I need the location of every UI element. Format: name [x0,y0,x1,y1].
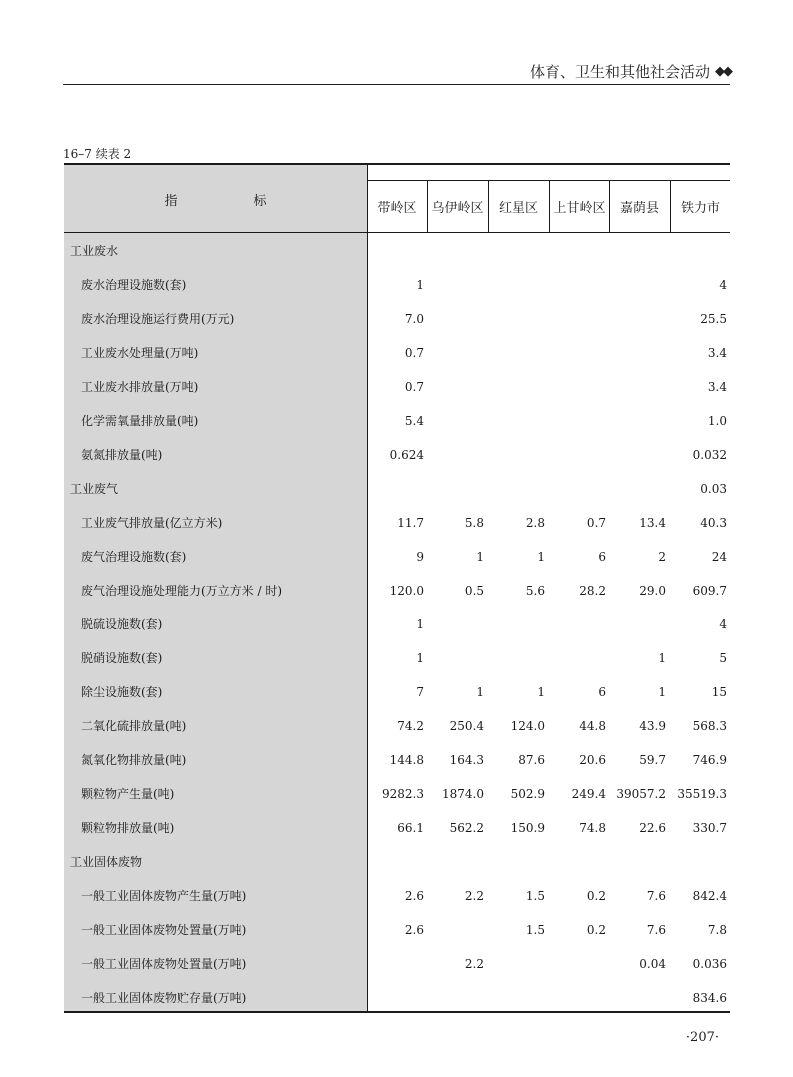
row-label: 废水治理设施数(套) [81,277,187,292]
table-cell [610,981,666,1015]
table-cell: 39057.2 [616,787,666,802]
table-cell [489,981,545,1015]
column-header: 嘉荫县 [609,181,669,232]
row-label: 工业废水排放量(万吨) [81,379,199,394]
table-cell: 0.624 [389,447,424,462]
table-cell: 1 [416,277,424,292]
indicator-header-char-1: 指 [164,194,178,209]
table-cell: 1 [658,651,666,666]
table-cell: 13.4 [639,515,666,530]
row-label: 工业废水处理量(万吨) [81,345,199,360]
table-cell: 6 [598,549,606,564]
table-cell: 250.4 [449,719,484,734]
row-label: 颗粒物产生量(吨) [81,787,175,802]
table-cell: 1 [537,549,545,564]
table-cell: 29.0 [639,583,666,598]
table-cell [428,268,484,302]
row-label: 脱硫设施数(套) [81,617,163,632]
statistics-table [64,163,730,1013]
table-row [64,404,730,438]
table-row [64,709,730,743]
row-label: 一般工业固体废物处置量(万吨) [81,923,247,937]
table-cell [550,404,606,438]
table-cell [428,370,484,404]
table-cell [368,947,424,981]
table-cell [610,472,666,506]
table-row [64,540,730,574]
row-label: 化学需氧量排放量(吨) [81,413,199,428]
table-cell: 120.0 [389,583,424,598]
column-header: 带岭区 [377,201,417,216]
table-row [64,302,730,336]
table-cell [671,845,727,879]
table-row [64,913,730,947]
table-row [64,234,730,268]
table-cell: 9 [416,549,424,564]
row-label: 废气治理设施处理能力(万立方米 / 时) [81,583,283,598]
table-cell: 35519.3 [677,787,727,802]
table-cell: 87.6 [518,753,545,768]
row-label: 一般工业固体废物处置量(万吨) [81,956,247,971]
row-label: 氮氧化物排放量(吨) [81,753,187,768]
column-header: 上甘岭区 [549,181,609,232]
table-cell: 144.8 [389,753,424,768]
row-label: 二氧化硫排放量(吨) [81,719,187,734]
row-label: 废水治理设施运行费用(万元) [81,311,235,326]
table-cell: 7.0 [404,311,424,326]
table-cell: 9282.3 [382,787,424,802]
table-cell [428,913,484,947]
indicator-header-char-2: 标 [253,194,267,209]
table-cell [489,947,545,981]
diamond-marker-icon: ◆◆ [715,64,731,79]
table-cell: 7.6 [646,923,666,937]
table-cell [550,845,606,879]
table-row [64,574,730,608]
table-cell: 7.8 [707,923,727,937]
table-cell: 7 [416,685,424,700]
table-cell: 24 [711,549,727,564]
table-cell [610,607,666,641]
table-row [64,981,730,1015]
row-label: 脱硝设施数(套) [81,651,163,666]
table-cell: 66.1 [397,821,424,836]
table-cell: 1 [476,685,484,700]
row-label: 废气治理设施数(套) [81,549,187,564]
column-header: 铁力市 [670,181,730,232]
table-cell: 834.6 [692,990,727,1005]
table-cell: 3.4 [707,379,727,394]
table-cell: 43.9 [639,719,666,734]
table-cell [428,981,484,1015]
table-cell: 2.2 [464,889,484,904]
table-cell: 2 [658,549,666,564]
table-cell: 0.7 [404,345,424,360]
table-cell: 0.04 [639,956,666,971]
table-cell: 0.2 [586,889,606,904]
table-cell: 74.8 [579,821,606,836]
table-cell: 22.6 [639,821,666,836]
table-cell: 746.9 [692,753,727,768]
table-top-rule [64,163,730,165]
table-cell [550,607,606,641]
table-cell [550,302,606,336]
table-row [64,811,730,845]
table-row [64,879,730,913]
table-cell: 609.7 [692,583,727,598]
table-cell: 1.0 [707,413,727,428]
table-cell: 4 [719,617,727,632]
table-cell [368,472,424,506]
table-cell [428,845,484,879]
table-row [64,845,730,879]
table-cell [550,234,606,268]
table-cell: 25.5 [700,311,727,326]
table-cell: 0.7 [404,379,424,394]
table-row [64,777,730,811]
table-cell: 2.2 [464,956,484,971]
table-cell: 2.8 [525,515,545,530]
table-caption: 16–7 续表 2 [63,147,132,161]
table-row [64,438,730,472]
table-cell: 11.7 [397,515,424,530]
table-row [64,743,730,777]
table-cell [428,404,484,438]
table-cell [610,404,666,438]
table-cell [428,607,484,641]
table-row [64,675,730,709]
row-label: 一般工业固体废物产生量(万吨) [81,889,247,904]
table-cell [671,234,727,268]
table-cell [610,336,666,370]
table-cell [550,472,606,506]
table-cell [550,641,606,675]
indicator-header [64,190,367,209]
table-cell [550,947,606,981]
table-cell [610,845,666,879]
table-cell: 59.7 [639,753,666,768]
table-cell [489,234,545,268]
table-cell [550,981,606,1015]
table-cell [610,234,666,268]
row-group-label: 工业废水 [70,244,119,258]
table-cell [489,404,545,438]
table-row [64,607,730,641]
table-cell: 1.5 [525,923,545,937]
table-cell [489,641,545,675]
table-cell [368,845,424,879]
table-cell [489,438,545,472]
table-cell: 1 [416,651,424,666]
header-rule [63,84,730,85]
table-cell: 1874.0 [442,787,484,802]
table-row [64,268,730,302]
table-cell: 4 [719,277,727,292]
table-cell [610,302,666,336]
table-row [64,336,730,370]
table-row [64,641,730,675]
table-cell [550,438,606,472]
table-cell: 28.2 [579,583,606,598]
row-label: 颗粒物排放量(吨) [81,821,175,836]
row-label: 除尘设施数(套) [81,685,163,700]
table-row [64,506,730,540]
table-cell: 5.8 [464,515,484,530]
table-cell [489,268,545,302]
table-cell [428,641,484,675]
table-cell: 6 [598,685,606,700]
table-cell [610,438,666,472]
table-cell [428,302,484,336]
table-cell: 568.3 [692,719,727,734]
column-header: 红星区 [488,181,548,232]
table-cell [428,336,484,370]
table-cell: 44.8 [579,719,606,734]
row-label: 工业废气排放量(亿立方米) [81,515,223,530]
table-cell: 2.6 [404,889,424,904]
table-cell: 0.032 [692,447,727,462]
page-number: ·207· [685,1030,719,1045]
table-cell: 1 [537,685,545,700]
table-cell [368,981,424,1015]
table-bottom-rule [64,1011,730,1013]
table-cell [610,370,666,404]
table-cell [368,234,424,268]
table-cell: 330.7 [692,821,727,836]
table-cell: 150.9 [510,821,545,836]
table-cell [489,302,545,336]
table-cell [489,845,545,879]
table-cell: 2.6 [404,923,424,937]
table-cell [550,268,606,302]
table-cell: 124.0 [510,719,545,734]
table-cell: 0.7 [586,515,606,530]
row-label: 一般工业固体废物贮存量(万吨) [81,990,247,1005]
table-row [64,472,730,506]
table-cell: 5.4 [404,413,424,428]
table-cell: 20.6 [579,753,606,768]
table-row [64,370,730,404]
table-cell [489,472,545,506]
table-cell [428,234,484,268]
table-cell: 0.5 [464,583,484,598]
row-group-label: 工业废气 [70,481,119,496]
table-cell: 0.2 [586,923,606,937]
column-header: 乌伊岭区 [427,181,487,232]
row-label: 氨氮排放量(吨) [81,447,163,462]
table-cell: 842.4 [692,889,727,904]
table-cell: 74.2 [397,719,424,734]
table-cell: 5.6 [525,583,545,598]
row-group-label: 工业固体废物 [70,855,143,870]
table-cell [489,336,545,370]
table-cell: 249.4 [571,787,606,802]
table-cell: 7.6 [646,889,666,904]
table-cell: 1 [658,685,666,700]
running-head [530,61,731,82]
table-cell: 0.036 [692,956,727,971]
table-cell: 1 [476,549,484,564]
table-cell [550,370,606,404]
table-cell: 15 [711,685,727,700]
header-bottom-rule [64,232,730,233]
table-cell: 5 [719,651,727,666]
table-cell: 0.03 [700,481,727,496]
table-cell: 502.9 [510,787,545,802]
table-cell [550,336,606,370]
table-cell: 164.3 [449,753,484,768]
table-cell [610,268,666,302]
table-cell [428,472,484,506]
table-cell [489,370,545,404]
running-head-title: 体育、卫生和其他社会活动 [529,63,710,81]
table-cell: 3.4 [707,345,727,360]
table-row [64,947,730,981]
table-cell: 1 [416,617,424,632]
table-cell: 1.5 [525,889,545,904]
table-cell: 562.2 [449,821,484,836]
table-cell: 40.3 [700,515,727,530]
table-cell [428,438,484,472]
table-cell [489,607,545,641]
